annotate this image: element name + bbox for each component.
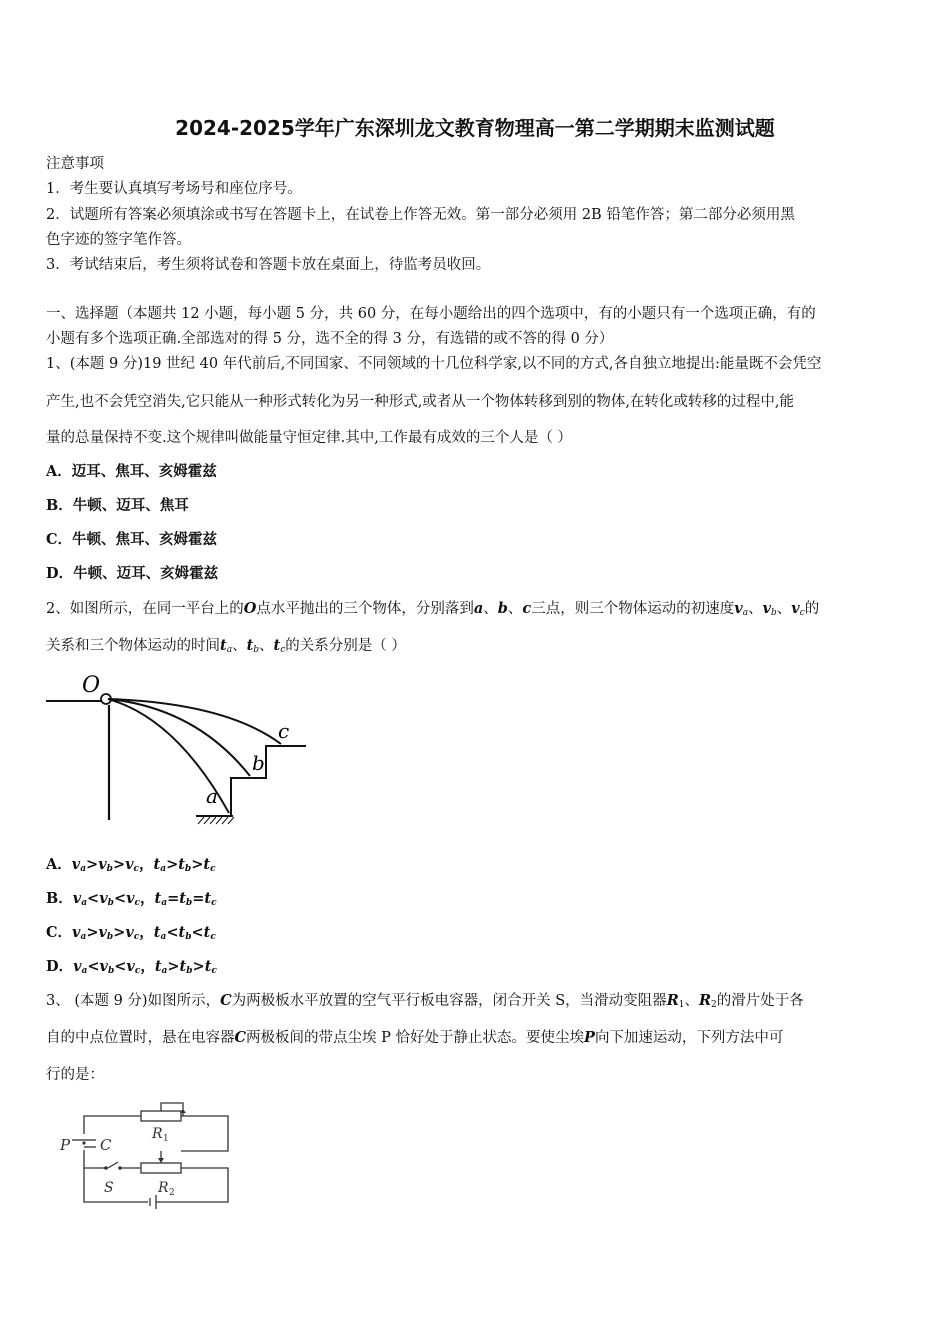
label-R1: R <box>152 1126 163 1142</box>
page-title: 2024-2025学年广东深圳龙文教育物理高一第二学期期末监测试题 <box>175 116 775 140</box>
wire-bottom-left <box>84 1168 148 1202</box>
q2-option-b: B．$v_a<v_b<v_c$，$t_a=t_b=t_c$ <box>46 890 217 908</box>
label-C: C <box>100 1136 112 1154</box>
q1-stem-3: 量的总量保持不变.这个规律叫做能量守恒定律.其中,工作最有成效的三个人是（ ） <box>46 430 572 446</box>
label-a: a <box>206 784 218 808</box>
trajectory-c <box>108 699 281 744</box>
q1-option-d: D．牛顿、迈耳、亥姆霍兹 <box>46 565 219 582</box>
circuit-figure <box>56 1098 246 1213</box>
q2-option-c: C．$v_a>v_b>v_c$，$t_a<t_b<t_c$ <box>46 924 216 942</box>
q1-option-b: B．牛顿、迈耳、焦耳 <box>46 497 189 514</box>
switch-blade <box>108 1162 118 1168</box>
label-R1-sub: 1 <box>163 1134 169 1144</box>
label-O: O <box>82 673 101 698</box>
section-instructions-2: 小题有多个选项正确.全部选对的得 5 分，选不全的得 3 分，有选错的或不答的得 0 分） <box>46 331 614 347</box>
dust-particle <box>82 1141 85 1144</box>
trajectory-b <box>108 699 250 776</box>
wire-top-right <box>181 1116 228 1151</box>
q2-option-d: D．$v_a<v_b<v_c$，$t_a>t_b>t_c$ <box>46 958 217 976</box>
wire-top-left <box>84 1116 141 1134</box>
projectile-figure <box>46 668 316 828</box>
label-b: b <box>252 751 265 775</box>
resistor-r2 <box>141 1163 181 1173</box>
label-P: P <box>60 1136 71 1154</box>
label-R2: R <box>158 1180 169 1196</box>
q3-stem-1: 3、 (本题 9 分)如图所示，C为两极板水平放置的空气平行板电容器，闭合开关 S，当滑动变阻器$R_1$、$R_2$的滑片处于各 <box>46 992 804 1010</box>
q3-stem-2: 自的中点位置时，悬在电容器C两极板间的带点尘埃 P 恰好处于静止状态。要使尘埃P向下加速运动，下列方法中可 <box>46 1029 784 1046</box>
q2-option-a: A．$v_a>v_b>v_c$，$t_a>t_b>t_c$ <box>46 856 216 874</box>
label-c: c <box>278 719 290 743</box>
notice-heading: 注意事项 <box>46 156 104 172</box>
q2-stem-2: 关系和三个物体运动的时间$t_a$、$t_b$、$t_c$的关系分别是（ ） <box>46 637 406 655</box>
label-R2-sub: 2 <box>169 1188 175 1198</box>
ground-hatch <box>198 817 234 824</box>
notice-item-1: 1．考生要认真填写考场号和座位序号。 <box>46 181 302 197</box>
notice-item-2-cont: 色字迹的签字笔作答。 <box>46 232 191 248</box>
q1-stem-1: 1、(本题 9 分)19 世纪 40 年代前后,不同国家、不同领域的十几位科学家,以不同的方式,各自独立地提出:能量既不会凭空 <box>46 356 822 372</box>
r1-slider-loop <box>161 1103 183 1116</box>
switch-pivot <box>104 1166 108 1170</box>
section-instructions-1: 一、选择题（本题共 12 小题，每小题 5 分，共 60 分，在每小题给出的四个选项中，有的小题只有一个选项正确，有的 <box>46 306 816 322</box>
q1-stem-2: 产生,也不会凭空消失,它只能从一种形式转化为另一种形式,或者从一个物体转移到别的物体,在转化或转移的过程中,能 <box>46 394 795 410</box>
notice-item-2: 2．试题所有答案必须填涂或书写在答题卡上，在试卷上作答无效。第一部分必须用 2B 铅笔作答；第二部分必须用黑 <box>46 207 795 223</box>
q1-option-c: C．牛顿、焦耳、亥姆霍兹 <box>46 531 218 548</box>
switch-contact <box>118 1166 122 1170</box>
label-S: S <box>104 1180 114 1196</box>
wire-left-lower <box>84 1150 96 1168</box>
q2-stem-1: 2、如图所示，在同一平台上的O点水平抛出的三个物体，分别落到a、b、c三点，则三个物体运动的初速度$v_a$、$v_b$、$v_c$的 <box>46 600 820 618</box>
r2-slider-arrow <box>158 1158 164 1163</box>
steps <box>231 746 306 816</box>
q3-stem-3: 行的是： <box>46 1067 104 1083</box>
q1-option-a: A．迈耳、焦耳、亥姆霍兹 <box>46 463 217 480</box>
resistor-r1 <box>141 1111 181 1121</box>
notice-item-3: 3．考试结束后，考生须将试卷和答题卡放在桌面上，待监考员收回。 <box>46 257 491 273</box>
